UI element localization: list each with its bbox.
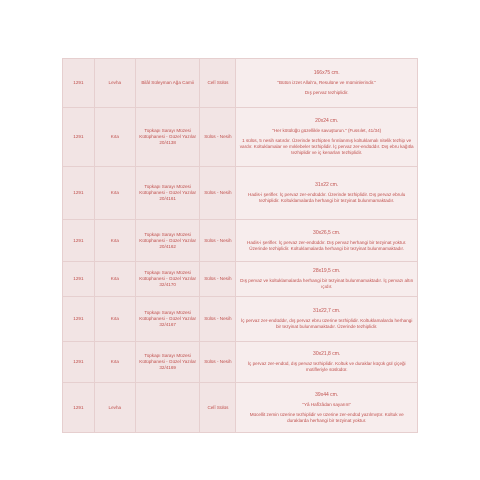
- type-cell: Levha: [94, 383, 135, 433]
- date-cell: 1291: [63, 59, 95, 108]
- description-cell: [236, 59, 418, 108]
- script-cell: Sülüs - Nesih: [200, 167, 236, 220]
- table-row: [63, 108, 418, 167]
- inscription-text: "Yâ Hafîzâdan sayarım": [302, 401, 352, 407]
- table-row: [63, 262, 418, 297]
- note-text: Dış pervaz tezhiplidir.: [304, 90, 349, 95]
- place-cell: Topkapı Sarayı Müzesi Kütüphanesi - Güzel Yazılar 32/4169: [135, 342, 200, 383]
- type-cell: Kıta: [94, 167, 135, 220]
- date-cell: 1291: [63, 262, 95, 297]
- size-text: 31x22,7 cm.: [313, 308, 341, 314]
- inscription-text: "Bütün izzet Allah'a, Resulüne ve müminlerindir.": [277, 80, 376, 85]
- size-text: 20x24 cm.: [315, 118, 339, 124]
- note-text: İç pervaz zer-endüddır, dış pervaz ebru üzerine tezhiplidir. Koltuklamalarda herhangi bir tezyinat bulunmamaktadır. Üzerinde tezhiplidir.: [241, 318, 413, 329]
- place-cell: Topkapı Sarayı Müzesi Kütüphanesi - Güzel Yazılar 20/4161: [135, 167, 200, 220]
- size-text: 30x26,5 cm.: [313, 229, 341, 236]
- description-cell: [236, 297, 418, 342]
- place-cell: Bilâl Süleyman Ağa Camii: [135, 59, 200, 108]
- size-text: 31x22 cm.: [315, 182, 339, 188]
- type-cell: Levha: [94, 59, 135, 108]
- description-cell: [236, 220, 418, 262]
- type-cell: Kıta: [94, 108, 135, 167]
- description-cell: [236, 108, 418, 167]
- date-cell: 1291: [63, 220, 95, 262]
- type-cell: Kıta: [94, 342, 135, 383]
- size-text: 30x21,8 cm.: [313, 351, 341, 357]
- size-text: 166x75 cm.: [313, 70, 340, 76]
- note-text: Hadis-i şerifler. İç pervaz zer-endüddır. Dış pervaz herhangi bir tezyinat yoktur. Üzerinde tezhiplidir. Koltuklamalarda herhangi bir tezyinat bulunmamaktadır.: [247, 239, 407, 251]
- document-table-container: [62, 58, 418, 433]
- type-cell: Kıta: [94, 262, 135, 297]
- calligraphy-table: [62, 58, 418, 433]
- date-cell: 1291: [63, 383, 95, 433]
- note-text: Dış pervaz ve koltuklamalarda herhangi bir tezyinat bulunmamaktadır. İç pervazı altın ıçıdır.: [240, 278, 414, 289]
- script-cell: Sülüs - Nesih: [200, 108, 236, 167]
- script-cell: Sülüs - Nesih: [200, 262, 236, 297]
- place-cell: Topkapı Sarayı Müzesi Kütüphanesi - Güzel Yazılar 20/4138: [135, 108, 200, 167]
- description-cell: [236, 262, 418, 297]
- script-cell: Sülüs - Nesih: [200, 220, 236, 262]
- place-cell: Topkapı Sarayı Müzesi Kütüphanesi - Güzel Yazılar 32/4167: [135, 297, 200, 342]
- note-text: 1 sülüs, 5 nesih satırdır. Üzerinde tezhipten fırınlanmış koltuklamalı nitelik tezhip ve vardır. Koltuklamalar ve mıklebeler tezhiplidir. İç pervaz zer-endüddır. Dış ebru kağıtla tezhiplidir ve iç kenarları tezhiplidir.: [239, 138, 414, 155]
- script-cell: Sülüs - Nesih: [200, 342, 236, 383]
- script-cell: Celî Sülüs: [200, 59, 236, 108]
- table-row: [63, 167, 418, 220]
- script-cell: Sülüs - Nesih: [200, 297, 236, 342]
- description-cell: [236, 342, 418, 383]
- table-row: [63, 383, 418, 433]
- table-row: [63, 59, 418, 108]
- date-cell: 1291: [63, 342, 95, 383]
- note-text: Mücellit zemin üzerine tezhiplidir ve üzerine zer-endüd yazılmıştır. Koltuk ve duraklarda herhangi bir tezyinat yoktur.: [249, 411, 404, 423]
- note-text: İç pervaz zer-endüd, dış pervaz tezhiplidir. Koltuk ve duraklar küçük gül çiçeği motifleriyle süslüdür.: [247, 361, 406, 372]
- description-cell: [236, 167, 418, 220]
- note-text: Hadis-i şerifler. İç pervaz zer-endüddır. Üzerinde tezhiplidir. Dış pervaz ebrulu tezhiplidir. Koltuklamalarda herhangi bir tezyinat bulunmamaktadır.: [248, 192, 406, 203]
- date-cell: 1291: [63, 167, 95, 220]
- place-cell: Topkapı Sarayı Müzesi Kütüphanesi - Güzel Yazılar 20/4162: [135, 220, 200, 262]
- inscription-text: "Her kötülüğü güzellikle savuşturun." (Fussılet, 41/34): [272, 128, 382, 133]
- script-cell: Celî Sülüs: [200, 383, 236, 433]
- type-cell: Kıta: [94, 220, 135, 262]
- size-text: 28x19,5 cm.: [313, 268, 341, 274]
- date-cell: 1291: [63, 108, 95, 167]
- description-cell: [236, 383, 418, 433]
- type-cell: Kıta: [94, 297, 135, 342]
- date-cell: 1291: [63, 297, 95, 342]
- table-row: [63, 342, 418, 383]
- table-body: [63, 59, 418, 433]
- table-row: [63, 297, 418, 342]
- place-cell: [135, 383, 200, 433]
- place-cell: Topkapı Sarayı Müzesi Kütüphanesi - Güzel Yazılar 32/4170: [135, 262, 200, 297]
- size-text: 39x44 cm.: [315, 391, 339, 398]
- table-row: [63, 220, 418, 262]
